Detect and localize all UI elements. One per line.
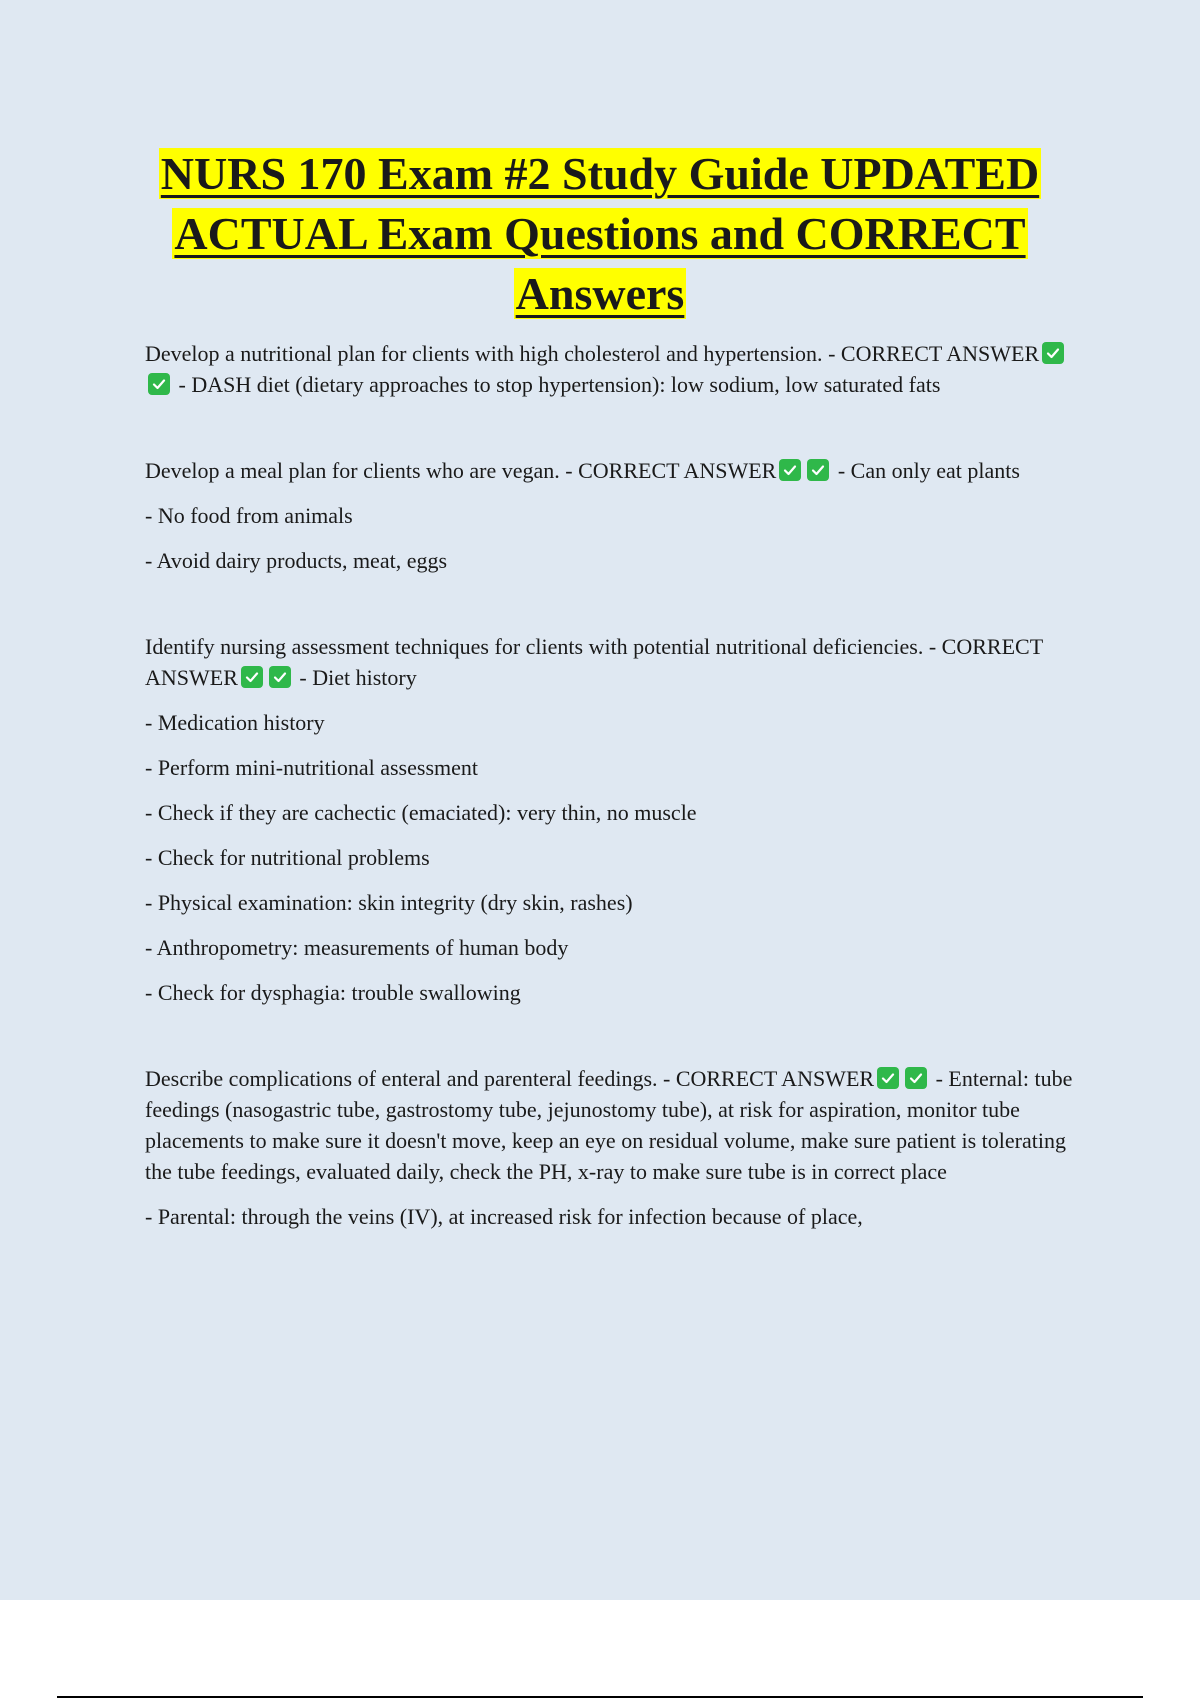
answer-bullet: - Perform mini-nutritional assessment: [145, 755, 478, 780]
green-checkmark-icon: [779, 459, 801, 481]
question-text: Describe complications of enteral and parenteral feedings.: [145, 1066, 658, 1091]
qa-question-answer: [145, 455, 1090, 486]
qa-item: [145, 338, 1090, 400]
answer-bullet: - Check for dysphagia: trouble swallowing: [145, 980, 521, 1005]
green-checkmark-icon: [905, 1067, 927, 1089]
footer-divider: [57, 1696, 1143, 1698]
answer-bullet: - Physical examination: skin integrity (dry skin, rashes): [145, 890, 633, 915]
question-text: Identify nursing assessment techniques for clients with potential nutritional deficiencies.: [145, 634, 924, 659]
qa-question-answer: [145, 338, 1090, 400]
answer-bullet: - Parental: through the veins (IV), at increased risk for infection because of place,: [145, 1204, 863, 1229]
qa-item: [145, 455, 1090, 576]
title-line-3: Answers: [515, 268, 685, 319]
title-line-1: NURS 170 Exam #2 Study Guide UPDATED: [160, 148, 1040, 199]
answer-text: - Can only eat plants: [832, 458, 1020, 483]
question-text: Develop a nutritional plan for clients with high cholesterol and hypertension.: [145, 341, 823, 366]
answer-bullet: - Medication history: [145, 710, 325, 735]
correct-answer-label: - CORRECT ANSWER: [145, 634, 1043, 690]
green-checkmark-icon: [148, 373, 170, 395]
green-checkmark-icon: [807, 459, 829, 481]
answer-bullet: - Check if they are cachectic (emaciated): very thin, no muscle: [145, 800, 697, 825]
document-title: [100, 144, 1100, 324]
green-checkmark-icon: [241, 666, 263, 688]
answer-bullet: - No food from animals: [145, 503, 353, 528]
answer-text: - Diet history: [293, 665, 417, 690]
correct-answer-label: - CORRECT ANSWER: [657, 1066, 875, 1091]
qa-item: [145, 1063, 1090, 1232]
correct-answer-label: - CORRECT ANSWER: [822, 341, 1040, 366]
answer-text: - Enternal: tube feedings (nasogastric tube, gastrostomy tube, jejunostomy tube), at risk for aspiration, monitor tube placements to make sure it doesn't move, keep an eye on residual volume, make sure patient is tolerating the tube feedings, evaluated daily, check the PH, x-ray to make sure tube is in correct place: [145, 1066, 1073, 1184]
qa-item: [145, 631, 1090, 1008]
answer-bullet: - Avoid dairy products, meat, eggs: [145, 548, 448, 573]
correct-answer-label: - CORRECT ANSWER: [559, 458, 777, 483]
green-checkmark-icon: [269, 666, 291, 688]
question-text: Develop a meal plan for clients who are vegan.: [145, 458, 560, 483]
qa-question-answer: [145, 1063, 1090, 1187]
answer-bullet: - Anthropometry: measurements of human body: [145, 935, 569, 960]
answer-bullet: - Check for nutritional problems: [145, 845, 430, 870]
green-checkmark-icon: [877, 1067, 899, 1089]
green-checkmark-icon: [1042, 342, 1064, 364]
title-line-2: ACTUAL Exam Questions and CORRECT: [174, 208, 1026, 259]
answer-text: - DASH diet (dietary approaches to stop hypertension): low sodium, low saturated fats: [173, 372, 941, 397]
qa-question-answer: [145, 631, 1090, 693]
qa-list: [145, 338, 1090, 1287]
